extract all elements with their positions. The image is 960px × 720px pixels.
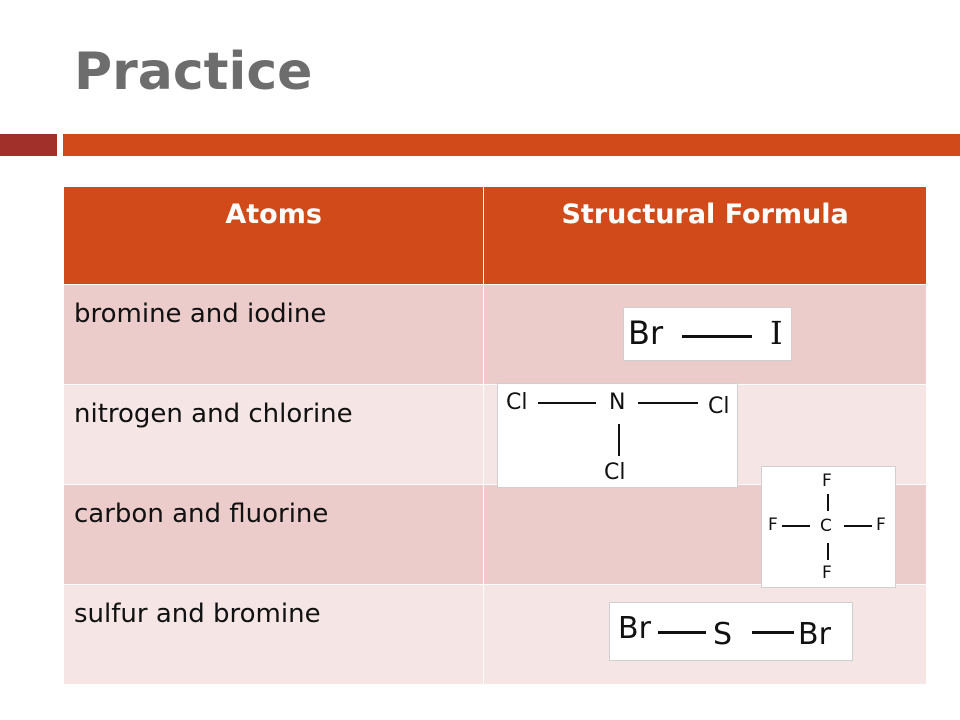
single-bond <box>844 525 872 527</box>
atom-br-left: Br <box>618 611 651 646</box>
formula-sulfur-bromine <box>609 602 853 661</box>
single-bond <box>827 494 829 511</box>
single-bond <box>638 402 698 404</box>
single-bond <box>618 424 620 456</box>
atom-n: N <box>609 390 626 415</box>
single-bond <box>682 335 752 338</box>
formula-nitrogen-chlorine <box>497 383 738 488</box>
header-structural-formula: Structural Formula <box>484 187 927 285</box>
single-bond <box>752 631 794 634</box>
single-bond <box>782 525 810 527</box>
slide-title: Practice <box>74 42 313 102</box>
single-bond <box>658 631 706 634</box>
atoms-cell: nitrogen and chlorine <box>64 385 484 485</box>
atoms-cell: sulfur and bromine <box>64 585 484 685</box>
atom-f-right: F <box>876 515 886 535</box>
table-row <box>64 285 927 385</box>
title-rule <box>63 134 960 156</box>
atom-f-bottom: F <box>822 563 832 583</box>
atom-f-left: F <box>768 515 778 535</box>
atoms-cell: carbon and fluorine <box>64 485 484 585</box>
formula-bromine-iodine <box>623 307 792 361</box>
atom-i: I <box>770 314 783 352</box>
atom-c: C <box>820 516 832 536</box>
formula-carbon-fluorine <box>761 466 896 588</box>
single-bond <box>827 543 829 560</box>
header-atoms: Atoms <box>64 187 484 285</box>
title-rule-accent <box>0 134 57 156</box>
atom-cl-bottom: Cl <box>604 460 626 485</box>
table-header-row <box>64 187 927 285</box>
atom-f-top: F <box>822 471 832 491</box>
single-bond <box>538 402 596 404</box>
atom-br: Br <box>628 314 664 352</box>
atom-cl-right: Cl <box>708 394 730 419</box>
atoms-cell: bromine and iodine <box>64 285 484 385</box>
atom-s: S <box>713 617 733 652</box>
atom-br-right: Br <box>798 617 831 652</box>
atom-cl-left: Cl <box>506 390 528 415</box>
